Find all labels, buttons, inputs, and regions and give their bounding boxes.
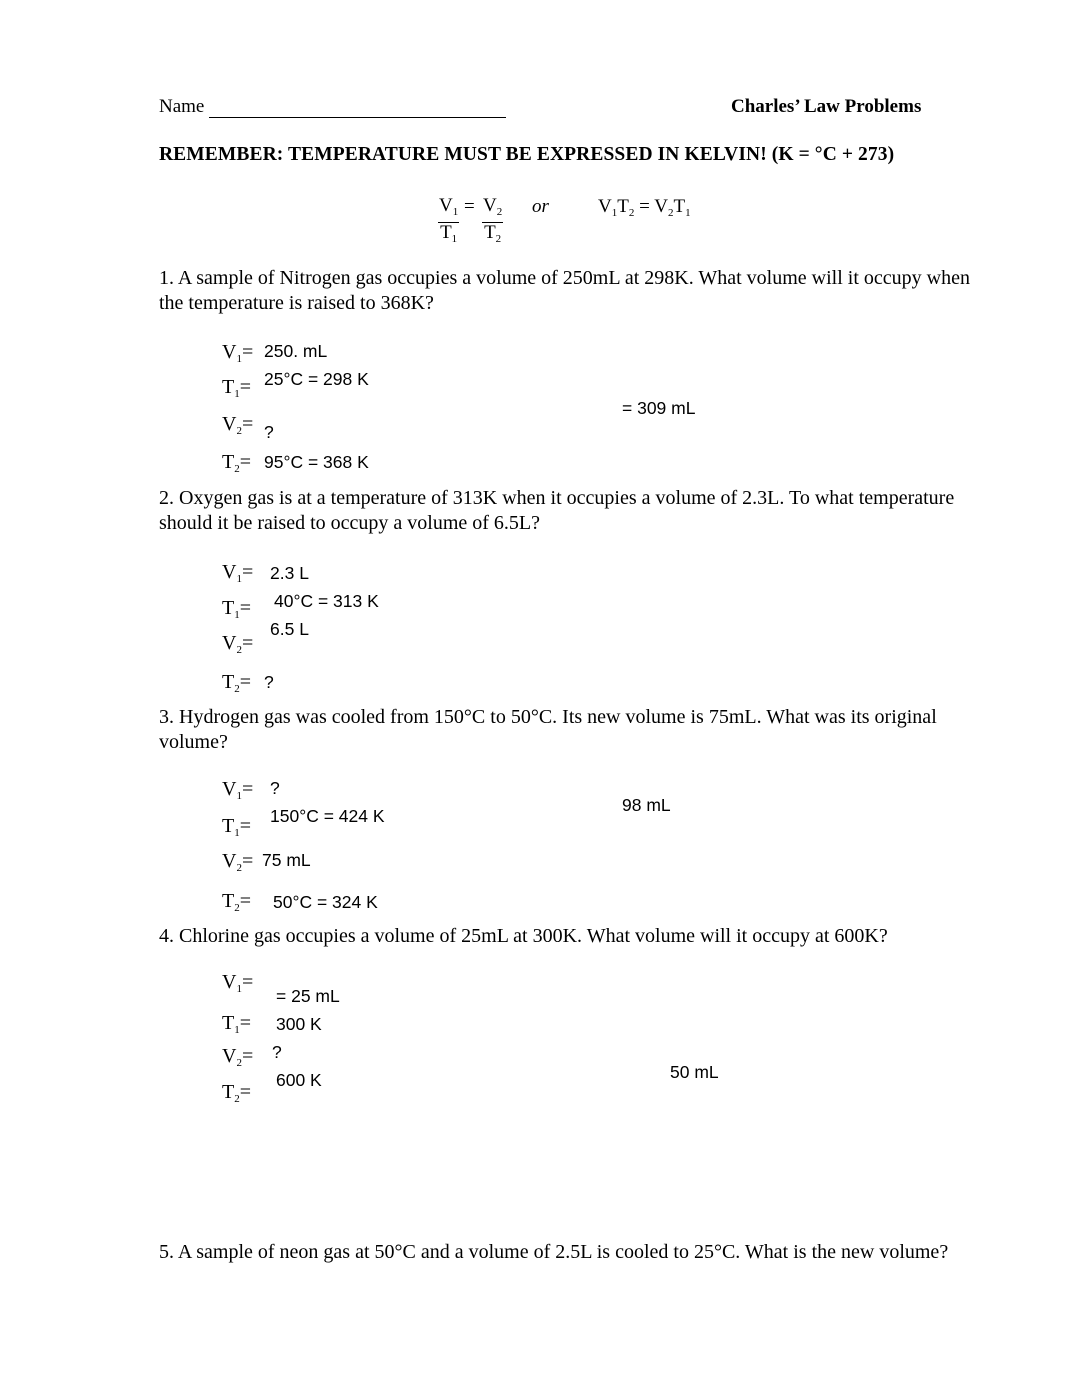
p4-t1-label: $T_1=$	[222, 1012, 251, 1036]
problem-3-text: 3. Hydrogen gas was cooled from 150°C to 50°C. Its new volume is 75mL. What was its original volume?	[159, 706, 937, 753]
p2-t2-label: $T_2=$	[222, 671, 251, 695]
p2-t1-value: 40°C = 313 K	[274, 591, 379, 611]
formula-equals: =	[464, 196, 475, 217]
p2-v1-value: 2.3 L	[270, 563, 309, 583]
worksheet-title: Charles’ Law Problems	[731, 96, 922, 117]
p1-v1-value: 250. mL	[264, 341, 328, 361]
p1-t1-label: $T_1=$	[222, 376, 251, 400]
name-blank-line[interactable]	[209, 117, 506, 118]
p3-v2-label: $V_2=$	[222, 850, 254, 874]
remember-note: REMEMBER: TEMPERATURE MUST BE EXPRESSED IN KELVIN! (K = °C + 273)	[159, 144, 895, 165]
p4-t2-value: 600 K	[276, 1070, 322, 1090]
p4-v1-label: $V_1=$	[222, 971, 254, 995]
p2-v1-label: $V_1=$	[222, 561, 254, 585]
p3-answer: 98 mL	[622, 795, 671, 815]
formula-or: or	[532, 196, 549, 217]
p2-t1-label: $T_1=$	[222, 597, 251, 621]
p2-v2-value: 6.5 L	[270, 619, 309, 639]
p3-t1-value: 150°C = 424 K	[270, 806, 385, 826]
p3-v2-value: 75 mL	[262, 850, 311, 870]
p4-v1-value: = 25 mL	[276, 986, 340, 1006]
p4-answer: 50 mL	[670, 1062, 719, 1082]
problem-4-text: 4. Chlorine gas occupies a volume of 25mL at 300K. What volume will it occupy at 600K?	[159, 925, 888, 947]
p1-t2-label: $T_2=$	[222, 451, 251, 475]
p3-v1-label: $V_1=$	[222, 778, 254, 802]
p1-answer: = 309 mL	[622, 398, 696, 418]
p1-t2-value: 95°C = 368 K	[264, 452, 369, 472]
p3-t1-label: $T_1=$	[222, 815, 251, 839]
p3-v1-value: ?	[270, 778, 280, 798]
p1-v2-value: ?	[264, 422, 274, 442]
p3-t2-label: $T_2=$	[222, 890, 251, 914]
p2-v2-label: $V_2=$	[222, 632, 254, 656]
name-label: Name	[159, 96, 205, 117]
p3-t2-value: 50°C = 324 K	[273, 892, 378, 912]
p1-t1-value: 25°C = 298 K	[264, 369, 369, 389]
formula-alternate: $V_1T_2 = V_2T_1$	[598, 196, 691, 219]
p4-t1-value: 300 K	[276, 1014, 322, 1034]
p4-v2-value: ?	[272, 1042, 282, 1062]
problem-1-text: 1. A sample of Nitrogen gas occupies a volume of 250mL at 298K. What volume will it occupy when the temperature is raised to 368K?	[159, 267, 970, 314]
formula-fraction-right: $\frac{V_2}{T_2}$	[483, 195, 503, 245]
problem-2-text: 2. Oxygen gas is at a temperature of 313K when it occupies a volume of 2.3L. To what temperature should it be raised to occupy a volume of 6.5L?	[159, 487, 955, 534]
formula-fraction-left: $\frac{V_1}{T_1}$	[439, 195, 459, 245]
p2-t2-value: ?	[264, 672, 274, 692]
p1-v1-label: $V_1=$	[222, 341, 254, 365]
p1-v2-label: $V_2=$	[222, 413, 254, 437]
problem-5-text: 5. A sample of neon gas at 50°C and a volume of 2.5L is cooled to 25°C. What is the new volume?	[159, 1241, 949, 1263]
p4-t2-label: $T_2=$	[222, 1081, 251, 1105]
p4-v2-label: $V_2=$	[222, 1045, 254, 1069]
